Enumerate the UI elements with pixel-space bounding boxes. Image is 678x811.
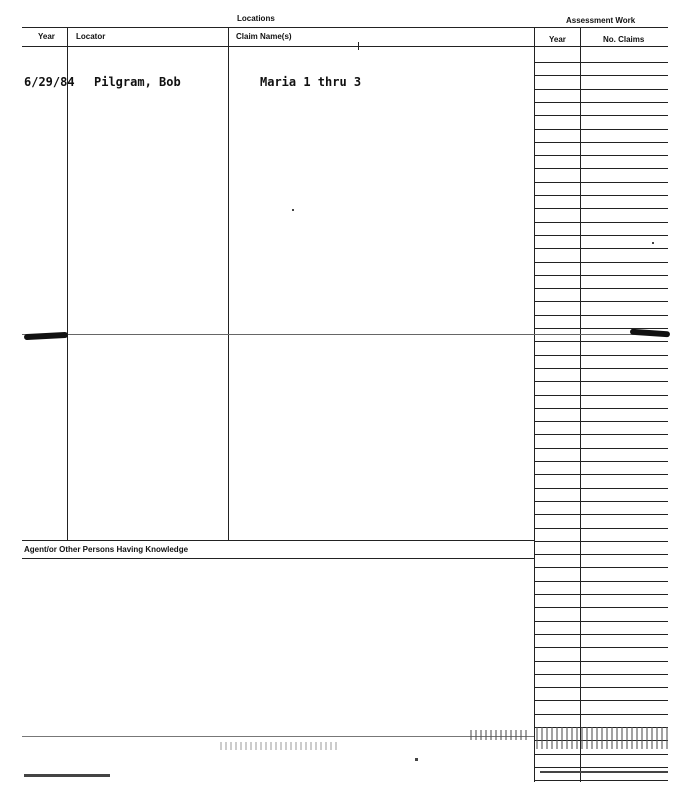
assessment-work-row-line [534, 182, 668, 183]
assessment-work-row-line [534, 341, 668, 342]
assessment-work-row-line [534, 674, 668, 675]
assessment-work-row-line [534, 594, 668, 595]
assessment-work-row-line [534, 222, 668, 223]
assessment-work-row-line [534, 448, 668, 449]
entry-locator: Pilgram, Bob [94, 75, 181, 89]
assessment-work-row-line [534, 541, 668, 542]
col-header-year: Year [38, 32, 55, 41]
assessment-work-row-line [534, 434, 668, 435]
assessment-work-row-line [534, 754, 668, 755]
assessment-work-row-line [534, 408, 668, 409]
scan-noise-bottom-left [24, 774, 110, 777]
assessment-work-row-line [534, 262, 668, 263]
divider-locator-claims [228, 27, 229, 540]
scan-noise-mid [470, 730, 530, 740]
assessment-work-row-line [534, 368, 668, 369]
entry-claim-names: Maria 1 thru 3 [260, 75, 362, 89]
assessment-work-row-line [534, 195, 668, 196]
assessment-work-row-line [534, 288, 668, 289]
assessment-work-heading: Assessment Work [566, 16, 636, 25]
agent-section-rule [22, 558, 534, 559]
divider-year-locator [67, 27, 68, 540]
scan-noise-center [220, 742, 340, 750]
assessment-work-row-line [534, 62, 668, 63]
divider-claims-aw [534, 27, 535, 782]
assessment-work-row-line [534, 381, 668, 382]
bottom-rule [22, 736, 534, 737]
assessment-work-row-line [534, 607, 668, 608]
assessment-work-row-line [534, 275, 668, 276]
assessment-work-row-line [534, 700, 668, 701]
locations-table-bottom [22, 540, 534, 541]
assessment-work-row-line [534, 75, 668, 76]
speck [652, 242, 654, 244]
speck [415, 758, 418, 761]
header-bottom-rule [22, 46, 668, 47]
agent-section-label: Agent/or Other Persons Having Knowledge [24, 545, 189, 554]
assessment-work-row-line [534, 514, 668, 515]
assessment-work-row-line [534, 301, 668, 302]
assessment-work-row-line [534, 115, 668, 116]
assessment-work-row-line [534, 235, 668, 236]
assessment-work-row-line [534, 395, 668, 396]
assessment-work-row-line [534, 129, 668, 130]
assessment-work-row-line [534, 488, 668, 489]
assessment-work-row-line [534, 328, 668, 329]
assessment-work-row-line [534, 208, 668, 209]
fold-mark-right [630, 329, 670, 338]
assessment-work-row-line [534, 528, 668, 529]
tick-mark [358, 42, 359, 50]
assessment-work-row-line [534, 421, 668, 422]
assessment-work-row-line [534, 168, 668, 169]
scan-noise-bottom-right [540, 771, 668, 773]
assessment-work-row-line [534, 581, 668, 582]
divider-aw-year-no [580, 27, 581, 782]
header-top-rule [22, 27, 668, 28]
assessment-work-row-line [534, 142, 668, 143]
col-header-aw-year: Year [549, 35, 566, 44]
scan-noise-right [536, 727, 668, 749]
assessment-work-row-line [534, 461, 668, 462]
assessment-work-row-line [534, 661, 668, 662]
assessment-work-row-line [534, 687, 668, 688]
locations-heading: Locations [237, 14, 275, 23]
fold-line [22, 334, 668, 335]
assessment-work-row-line [534, 355, 668, 356]
col-header-claim-names: Claim Name(s) [236, 32, 292, 41]
assessment-work-row-line [534, 155, 668, 156]
assessment-work-row-line [534, 102, 668, 103]
assessment-work-row-line [534, 89, 668, 90]
assessment-work-row-line [534, 767, 668, 768]
assessment-work-row-line [534, 315, 668, 316]
assessment-work-row-line [534, 474, 668, 475]
entry-year: 6/29/84 [24, 75, 75, 89]
assessment-work-row-line [534, 780, 668, 781]
fold-mark-left [24, 332, 68, 340]
col-header-locator: Locator [76, 32, 106, 41]
speck [292, 209, 294, 211]
assessment-work-row-line [534, 634, 668, 635]
assessment-work-row-line [534, 248, 668, 249]
assessment-work-row-line [534, 567, 668, 568]
assessment-work-row-line [534, 501, 668, 502]
assessment-work-row-line [534, 714, 668, 715]
assessment-work-row-line [534, 621, 668, 622]
assessment-work-row-line [534, 554, 668, 555]
col-header-no-claims: No. Claims [603, 35, 645, 44]
assessment-work-row-line [534, 647, 668, 648]
